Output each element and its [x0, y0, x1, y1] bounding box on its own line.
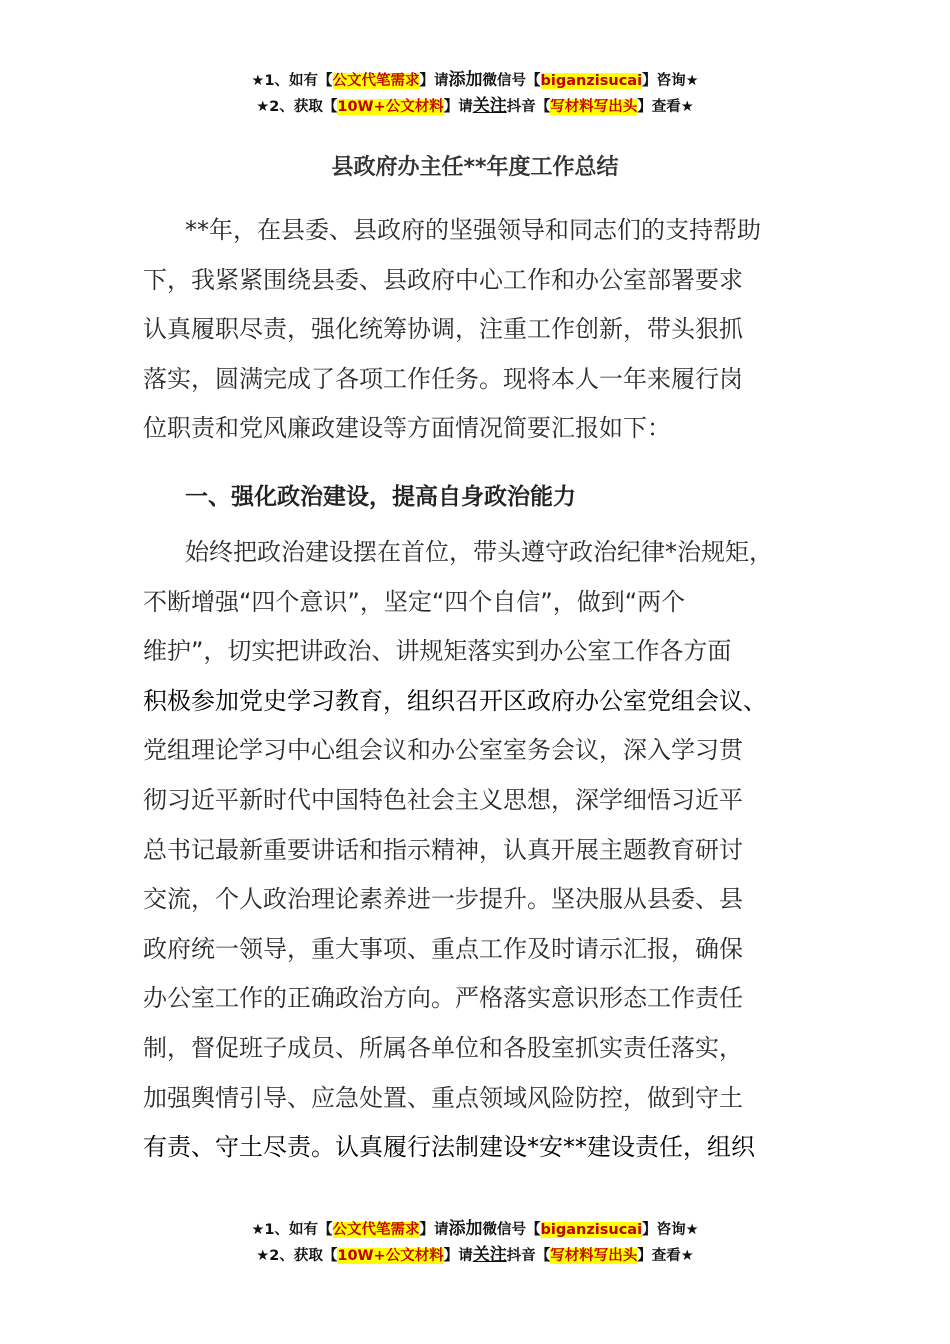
paragraph-line: 认真履职尽责，强化统筹协调，注重工作创新，带头狠抓	[143, 315, 743, 344]
promo-text: 】咨询★	[642, 1222, 699, 1238]
paragraph-line: 始终把政治建设摆在首位，带头遵守政治纪律*治规矩，	[185, 538, 773, 566]
promo-text: 抖音【	[506, 99, 551, 115]
promo-text: 微信号【	[482, 1222, 541, 1238]
promo-text: 】请	[443, 1248, 473, 1264]
paragraph-line: 落实，圆满完成了各项工作任务。现将本人一年来履行岗	[143, 364, 743, 393]
section-heading: 一、强化政治建设，提高自身政治能力	[185, 484, 576, 510]
document-title: 县政府办主任**年度工作总结	[331, 155, 619, 180]
promo-highlight: biganzisucai	[540, 1222, 643, 1238]
promo-line-2	[0, 1243, 950, 1269]
promo-text: ★1、如有【	[251, 1222, 333, 1238]
paragraph-line: 办公室工作的正确政治方向。严格落实意识形态工作责任	[143, 984, 743, 1013]
promo-line-1	[0, 68, 950, 94]
intro-paragraph	[143, 206, 828, 454]
promo-line-2	[0, 94, 950, 120]
paragraph-line: 维护”，切实把讲政治、讲规矩落实到办公室工作各方面	[143, 637, 732, 666]
promo-text: 】查看★	[637, 1248, 694, 1264]
paragraph-line: 积极参加党史学习教育，组织召开区政府办公室党组会议、	[143, 686, 767, 715]
promo-highlight: 公文代笔需求	[332, 73, 420, 89]
promo-text: ★2、获取【	[256, 99, 338, 115]
paragraph-line: 不断增强“四个意识”，坚定“四个自信”，做到“两个	[143, 587, 686, 616]
promo-emphasis: 添加	[448, 70, 483, 90]
paragraph-line: 总书记最新重要讲话和指示精神，认真开展主题教育研讨	[143, 835, 743, 864]
paragraph-line: 加强舆情引导、应急处置、重点领域风险防控，做到守土	[143, 1083, 743, 1112]
paragraph-line: 交流，个人政治理论素养进一步提升。坚决服从县委、县	[143, 885, 743, 914]
promo-highlight: 公文代笔需求	[332, 1222, 420, 1238]
promo-emphasis: 添加	[448, 1219, 483, 1239]
promo-line-1	[0, 1217, 950, 1243]
paragraph-line: **年，在县委、县政府的坚强领导和同志们的支持帮助	[185, 216, 761, 244]
promo-emphasis: 关注	[472, 96, 507, 116]
promo-text: 】请	[419, 1222, 449, 1238]
promo-highlight: 写材料写出头	[550, 1248, 638, 1264]
promo-text: 】咨询★	[642, 73, 699, 89]
paragraph-line: 有责、守土尽责。认真履行法制建设*安**建设责任，组织	[143, 1133, 755, 1162]
promo-text: ★2、获取【	[256, 1248, 338, 1264]
promo-text: 】请	[443, 99, 473, 115]
paragraph-line: 位职责和党风廉政建设等方面情况简要汇报如下：	[143, 414, 671, 443]
promo-highlight: 10W+公文材料	[337, 1248, 444, 1264]
promo-text: 】请	[419, 73, 449, 89]
paragraph-line: 党组理论学习中心组会议和办公室室务会议，深入学习贯	[143, 736, 743, 765]
promo-text: ★1、如有【	[251, 73, 333, 89]
promo-highlight: 写材料写出头	[550, 99, 638, 115]
paragraph-line: 彻习近平新时代中国特色社会主义思想，深学细悟习近平	[143, 785, 743, 814]
section-paragraph	[143, 528, 828, 1173]
paragraph-line: 政府统一领导，重大事项、重点工作及时请示汇报，确保	[143, 934, 743, 963]
promo-highlight: biganzisucai	[540, 73, 643, 89]
promo-text: 】查看★	[637, 99, 694, 115]
bottom-promo-banner	[0, 1217, 950, 1269]
promo-highlight: 10W+公文材料	[337, 99, 444, 115]
promo-emphasis: 关注	[472, 1245, 507, 1265]
paragraph-line: 制，督促班子成员、所属各单位和各股室抓实责任落实，	[143, 1033, 743, 1062]
top-promo-banner	[0, 68, 950, 120]
promo-text: 微信号【	[482, 73, 541, 89]
paragraph-line: 下，我紧紧围绕县委、县政府中心工作和办公室部署要求	[143, 265, 743, 294]
promo-text: 抖音【	[506, 1248, 551, 1264]
